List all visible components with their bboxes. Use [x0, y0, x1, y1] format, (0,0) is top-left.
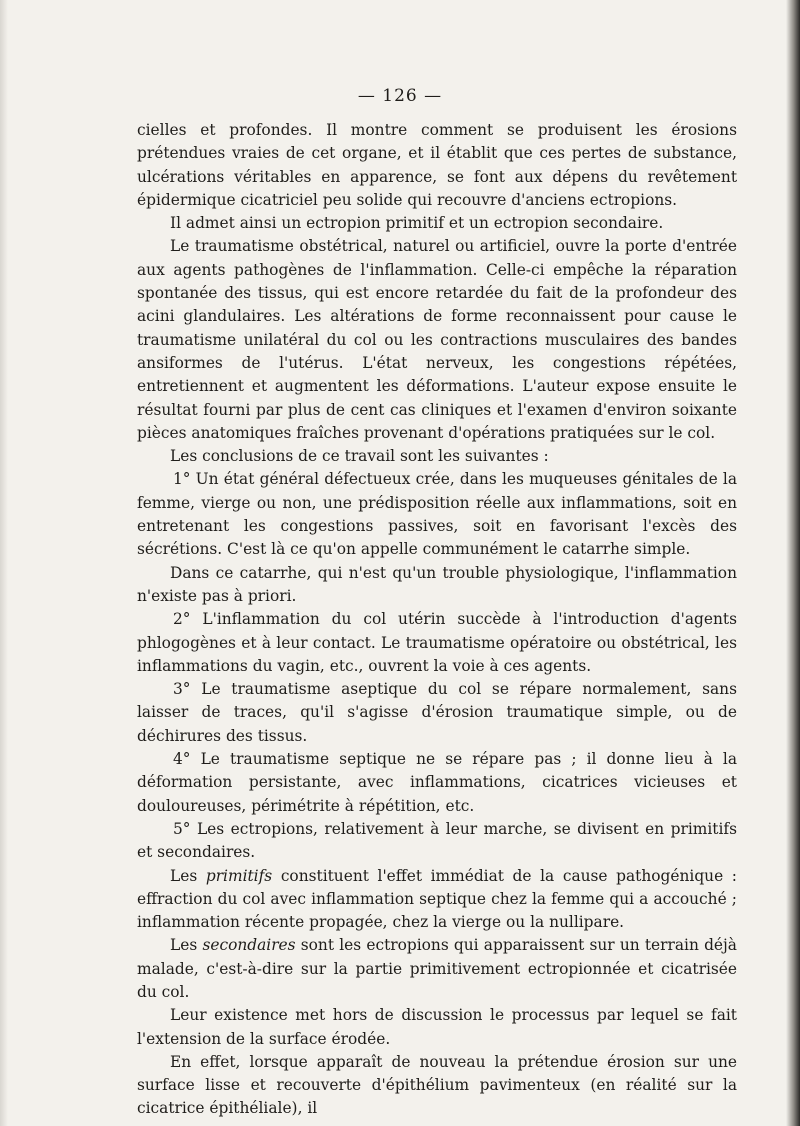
paragraph-catarrhe: Dans ce catarrhe, qui n'est qu'un trouble physiologique, l'inflammation n'existe pas à priori.	[137, 563, 737, 605]
page-left-shadow	[0, 0, 8, 1126]
secondaires-term: secondaires	[202, 936, 296, 955]
paragraph-existence: Leur existence met hors de discussion le processus par lequel se fait l'extension de la surface érodée.	[137, 1006, 737, 1048]
paragraph-conclusions-intro: Les conclusions de ce travail sont les suivantes :	[170, 447, 549, 466]
primitifs-term: primitifs	[205, 866, 273, 885]
paragraph-traumatisme: Le traumatisme obstétrical, naturel ou artificiel, ouvre la porte d'entrée aux agents pathogènes de l'inflammation. Celle-ci empêche la réparation spontanée des tissus, qui est encore retardée du fait de la profondeur des acini glandulaires. Les altérations de forme reconnaissent pour cause le traumatisme unilatéral du col ou les contractions musculaires des bandes ansiformes de l'utérus. L'état nerveux, les congestions répétées, entretiennent et augmentent les déformations. L'auteur expose ensuite le résultat fourni par plus de cent cas cliniques et l'examen d'environ soixante pièces anatomiques fraîches provenant d'opérations pratiquées sur le col.	[137, 237, 737, 442]
conclusion-1: 1° Un état général défectueux crée, dans les muqueuses génitales de la femme, vierge ou non, une prédisposition réelle aux inflammations, soit en entretenant les congestions passives, soit en favorisant l'excès des sécrétions. C'est là ce qu'on appelle communément le catarrhe simple.	[137, 470, 737, 559]
primitifs-lead: Les	[170, 866, 198, 885]
paragraph-primitifs	[137, 865, 737, 935]
conclusion-2: 2° L'inflammation du col utérin succède à l'introduction d'agents phlogogènes et à leur contact. Le traumatisme opératoire ou obstétrical, les inflammations du vagin, etc., ouvrent la voie à ces agents.	[137, 610, 737, 675]
conclusion-4: 4° Le traumatisme septique ne se répare pas ; il donne lieu à la déformation persistante, avec inflammations, cicatrices vicieuses et douloureuses, périmétrite à répétition, etc.	[137, 750, 737, 815]
paragraph-ectropion: Il admet ainsi un ectropion primitif et un ectropion secondaire.	[170, 214, 664, 233]
secondaires-lead: Les	[170, 936, 198, 955]
page-number: — 126 —	[357, 86, 443, 106]
primitifs-text: constituent l'effet immédiat de la cause pathogénique : effraction du col avec inflammation septique chez la femme qui a accouché ; inflammation récente propagée, chez la vierge ou la nullipare.	[137, 866, 737, 932]
conclusion-3: 3° Le traumatisme aseptique du col se répare normalement, sans laisser de traces, qu'il s'agisse d'érosion traumatique simple, ou de déchirures des tissus.	[137, 680, 737, 745]
paragraph-secondaires	[137, 934, 737, 1004]
body-text	[137, 119, 737, 1121]
paragraph-en-effet: En effet, lorsque apparaît de nouveau la prétendue érosion sur une surface lisse et recouverte d'épithélium pavimenteux (en réalité sur la cicatrice épithéliale), il	[137, 1052, 737, 1118]
paragraph-continuation: cielles et profondes. Il montre comment se produisent les érosions prétendues vraies de cet organe, et il établit que ces pertes de substance, ulcérations véritables en apparence, se font aux dépens du revêtement épidermique cicatriciel peu solide qui recouvre d'anciens ectropions.	[137, 121, 737, 209]
conclusion-5: 5° Les ectropions, relativement à leur marche, se divisent en primitifs et secondaires.	[137, 819, 737, 862]
secondaires-text: sont les ectropions qui apparaissent sur un terrain déjà malade, c'est-à-dire sur la partie primitivement ectropionnée et cicatrisée du col.	[137, 936, 737, 1001]
page-edge-shadow	[786, 0, 800, 1126]
